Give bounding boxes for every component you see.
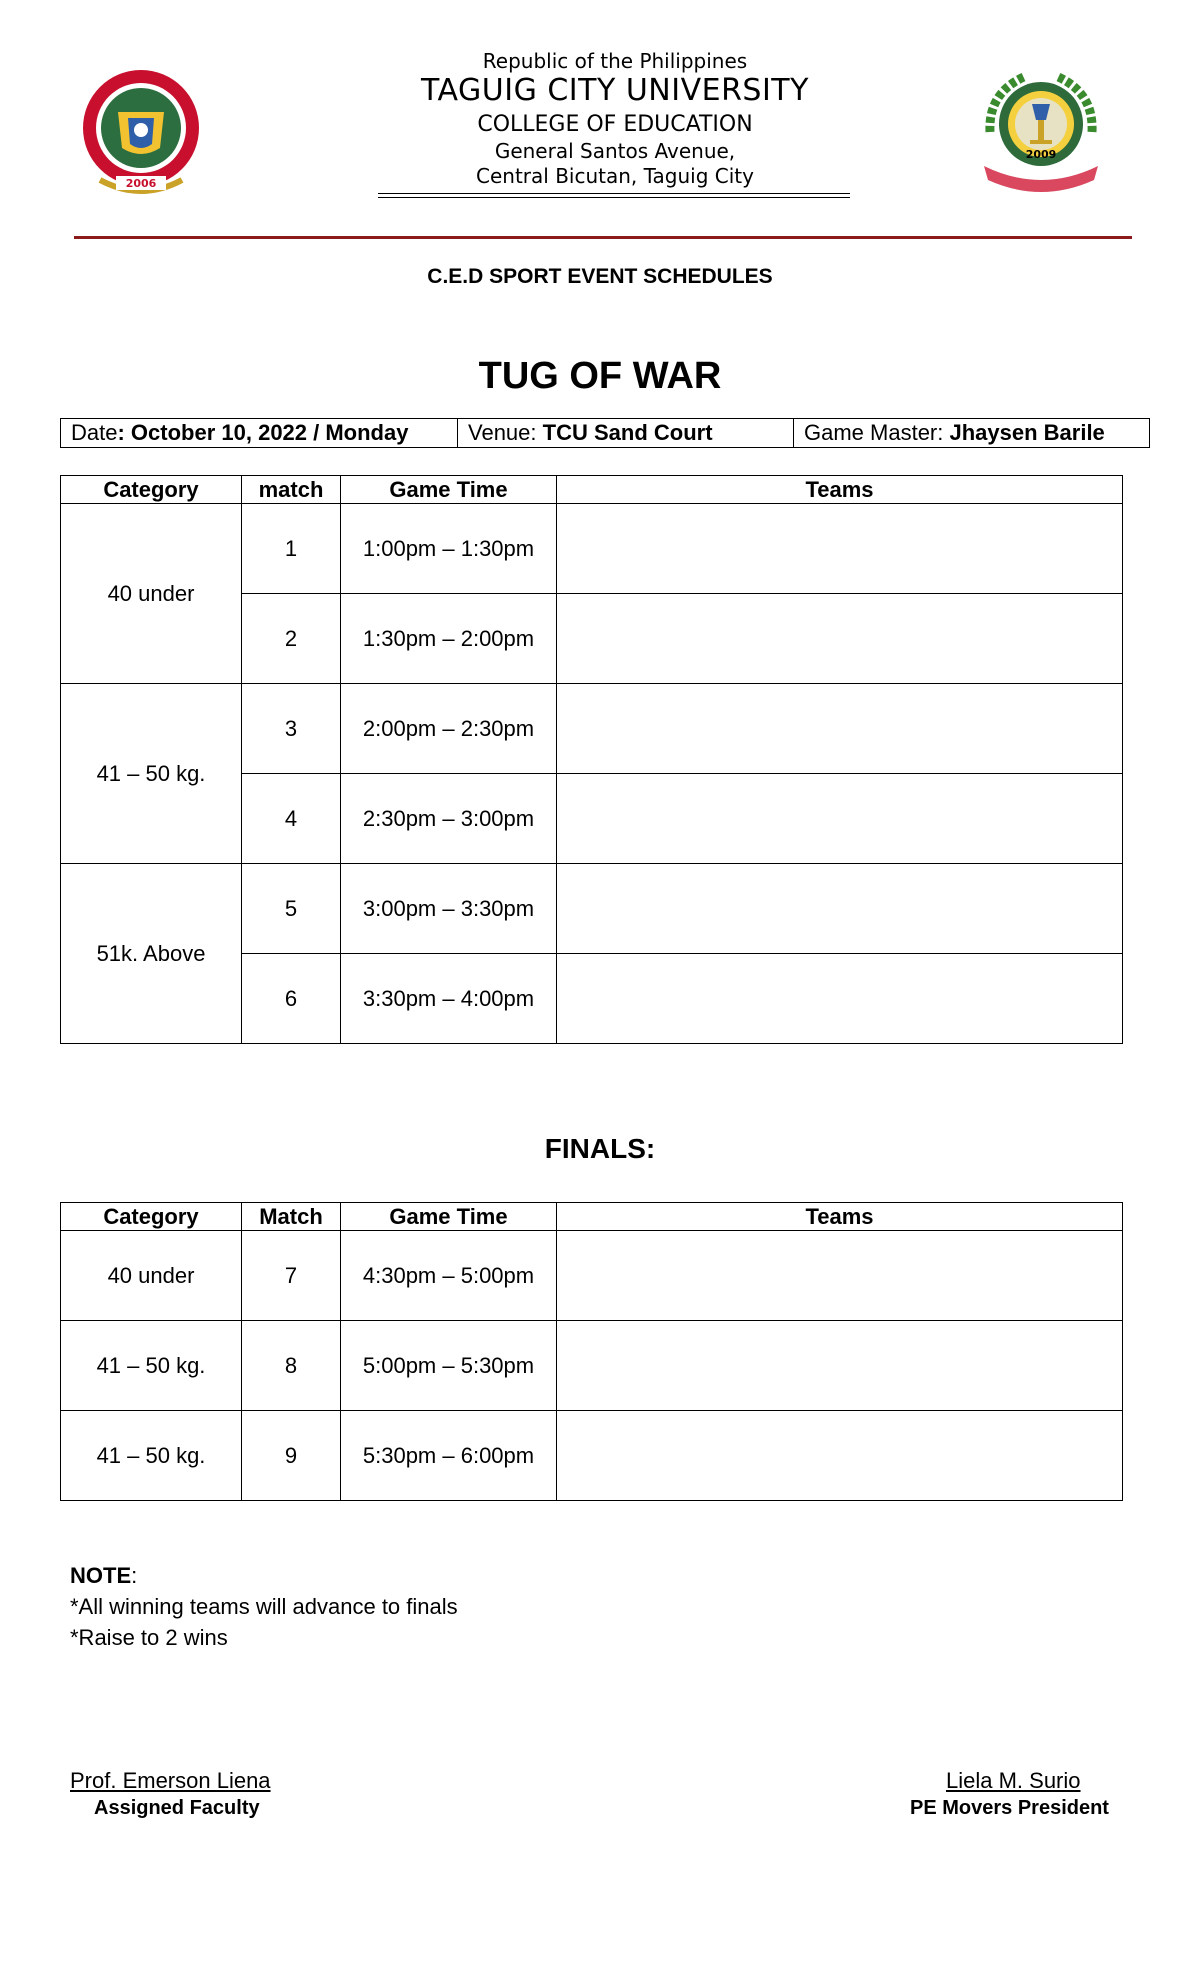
column-header: Teams xyxy=(557,1203,1123,1231)
category-cell: 41 – 50 kg. xyxy=(61,684,242,864)
game-master-cell: Game Master: Jhaysen Barile xyxy=(804,420,1105,445)
match-cell: 7 xyxy=(242,1231,341,1321)
republic-line: Republic of the Philippines xyxy=(482,49,748,73)
category-cell: 41 – 50 kg. xyxy=(61,1321,242,1411)
match-cell: 3 xyxy=(242,684,341,774)
category-cell: 40 under xyxy=(61,1231,242,1321)
president-signature-name: Liela M. Surio xyxy=(946,1768,1081,1793)
event-title: TUG OF WAR xyxy=(478,355,722,397)
teams-cell xyxy=(557,954,1123,1044)
time-cell: 1:00pm – 1:30pm xyxy=(341,504,557,594)
match-cell: 8 xyxy=(242,1321,341,1411)
column-header: match xyxy=(242,476,341,504)
finals-schedule-table xyxy=(60,1202,1123,1501)
header-rule xyxy=(378,197,850,198)
match-cell: 5 xyxy=(242,864,341,954)
match-cell: 6 xyxy=(242,954,341,1044)
note-label: NOTE: xyxy=(70,1563,138,1588)
column-header: Teams xyxy=(557,476,1123,504)
college-name: COLLEGE OF EDUCATION xyxy=(477,112,753,137)
date-cell: Date: October 10, 2022 / Monday xyxy=(61,419,458,447)
match-cell: 2 xyxy=(242,594,341,684)
table-row xyxy=(61,1231,1123,1321)
time-cell: 3:00pm – 3:30pm xyxy=(341,864,557,954)
table-row xyxy=(61,864,1123,954)
time-cell: 2:00pm – 2:30pm xyxy=(341,684,557,774)
teams-cell xyxy=(557,594,1123,684)
column-header: Category xyxy=(61,476,242,504)
event-info-bar xyxy=(60,418,1150,448)
teams-cell xyxy=(557,504,1123,594)
table-header-row xyxy=(61,1203,1123,1231)
table-header-row xyxy=(61,476,1123,504)
teams-cell xyxy=(557,774,1123,864)
match-cell: 1 xyxy=(242,504,341,594)
table-row xyxy=(61,1411,1123,1501)
faculty-signature-name: Prof. Emerson Liena xyxy=(70,1768,271,1793)
note-line: *Raise to 2 wins xyxy=(70,1625,228,1650)
university-seal-logo xyxy=(70,62,212,204)
address-line-1: General Santos Avenue, xyxy=(494,139,736,163)
note-line: *All winning teams will advance to finals xyxy=(70,1594,458,1619)
svg-text:2006: 2006 xyxy=(125,177,157,190)
time-cell: 1:30pm – 2:00pm xyxy=(341,594,557,684)
address-line-2: Central Bicutan, Taguig City xyxy=(476,164,754,188)
category-cell: 40 under xyxy=(61,504,242,684)
schedule-heading: C.E.D SPORT EVENT SCHEDULES xyxy=(427,265,773,288)
teams-cell xyxy=(557,1411,1123,1501)
teams-cell xyxy=(557,684,1123,774)
time-cell: 3:30pm – 4:00pm xyxy=(341,954,557,1044)
time-cell: 4:30pm – 5:00pm xyxy=(341,1231,557,1321)
column-header: Match xyxy=(242,1203,341,1231)
teams-cell xyxy=(557,1321,1123,1411)
header-rule xyxy=(378,193,850,194)
svg-text:2009: 2009 xyxy=(1025,148,1057,161)
column-header: Category xyxy=(61,1203,242,1231)
faculty-signature-role: Assigned Faculty xyxy=(94,1797,260,1819)
venue-cell: Venue: TCU Sand Court xyxy=(458,419,794,447)
header-divider xyxy=(74,236,1132,239)
table-row xyxy=(61,684,1123,774)
teams-cell xyxy=(557,1231,1123,1321)
time-cell: 2:30pm – 3:00pm xyxy=(341,774,557,864)
time-cell: 5:30pm – 6:00pm xyxy=(341,1411,557,1501)
column-header: Game Time xyxy=(341,1203,557,1231)
table-row xyxy=(61,504,1123,594)
elimination-schedule-table xyxy=(60,475,1123,1044)
teams-cell xyxy=(557,864,1123,954)
time-cell: 5:00pm – 5:30pm xyxy=(341,1321,557,1411)
president-signature-role: PE Movers President xyxy=(910,1797,1109,1819)
table-row xyxy=(61,1321,1123,1411)
match-cell: 9 xyxy=(242,1411,341,1501)
note-block xyxy=(70,1560,458,1653)
match-cell: 4 xyxy=(242,774,341,864)
college-seal-logo xyxy=(970,62,1112,204)
column-header: Game Time xyxy=(341,476,557,504)
category-cell: 41 – 50 kg. xyxy=(61,1411,242,1501)
category-cell: 51k. Above xyxy=(61,864,242,1044)
finals-heading: FINALS: xyxy=(544,1133,656,1164)
university-name: TAGUIG CITY UNIVERSITY xyxy=(421,73,809,108)
